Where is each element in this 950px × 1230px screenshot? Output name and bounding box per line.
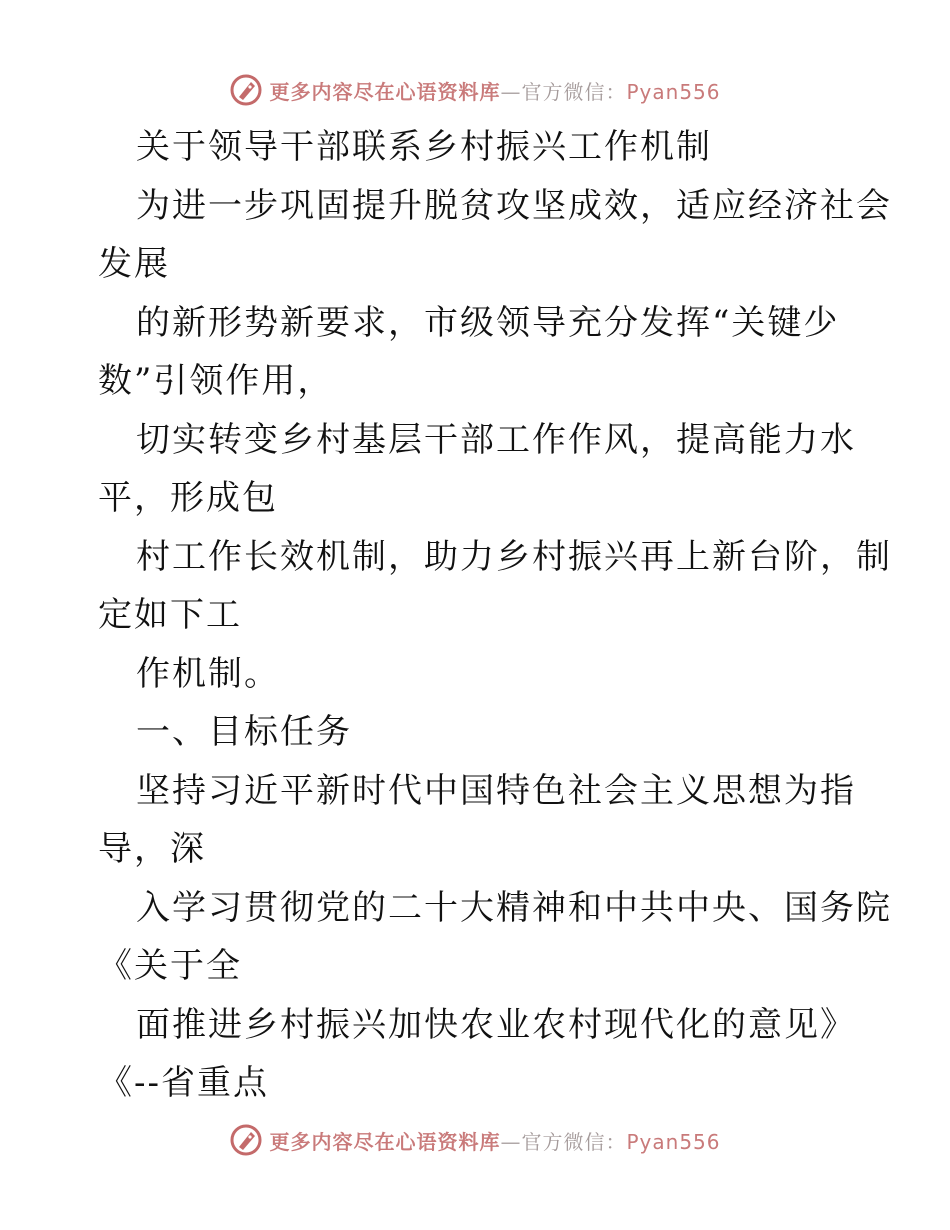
text-line: 《关于全 bbox=[98, 946, 242, 986]
footer-watermark bbox=[0, 1120, 950, 1160]
text-line: 为进一步巩固提升脱贫攻坚成效，适应经济社会 bbox=[136, 185, 892, 226]
watermark-wechat-label: 官方微信： bbox=[521, 79, 627, 104]
watermark-dash: — bbox=[500, 1129, 522, 1154]
text-line: 关于领导干部联系乡村振兴工作机制 bbox=[136, 127, 712, 167]
text-line: 坚持习近平新时代中国特色社会主义思想为指 bbox=[136, 770, 856, 811]
pen-nib-logo-icon bbox=[229, 73, 263, 107]
text-line: 导，深 bbox=[98, 829, 206, 869]
text-line: 面推进乡村振兴加快农业农村现代化的意见》 bbox=[136, 1004, 856, 1045]
watermark-brand: 更多内容尽在心语资料库 bbox=[269, 79, 501, 104]
text-line: 的新形势新要求，市级领导充分发挥“关键少 bbox=[136, 302, 840, 343]
text-line: 作机制。 bbox=[136, 653, 280, 694]
watermark-wechat-id: Pyan556 bbox=[626, 79, 721, 104]
text-line: 村工作长效机制，助力乡村振兴再上新台阶，制 bbox=[136, 536, 892, 577]
text-line: 定如下工 bbox=[98, 595, 242, 635]
text-line: 发展 bbox=[98, 244, 170, 284]
watermark-text bbox=[269, 1126, 720, 1155]
watermark-brand: 更多内容尽在心语资料库 bbox=[269, 1129, 501, 1154]
document-body bbox=[98, 118, 892, 1113]
text-line: 数”引领作用， bbox=[98, 361, 334, 401]
watermark-text bbox=[269, 76, 720, 105]
text-line: 入学习贯彻党的二十大精神和中共中央、国务院 bbox=[136, 887, 892, 928]
text-line: 《--省重点 bbox=[98, 1063, 269, 1103]
text-line: 切实转变乡村基层干部工作作风，提高能力水 bbox=[136, 419, 856, 460]
watermark-wechat-label: 官方微信： bbox=[521, 1129, 627, 1154]
header-watermark bbox=[0, 70, 950, 110]
text-line: 平，形成包 bbox=[98, 478, 278, 518]
watermark-wechat-id: Pyan556 bbox=[626, 1129, 721, 1154]
pen-nib-logo-icon bbox=[229, 1123, 263, 1157]
text-line: 一、目标任务 bbox=[136, 712, 352, 752]
watermark-dash: — bbox=[500, 79, 522, 104]
